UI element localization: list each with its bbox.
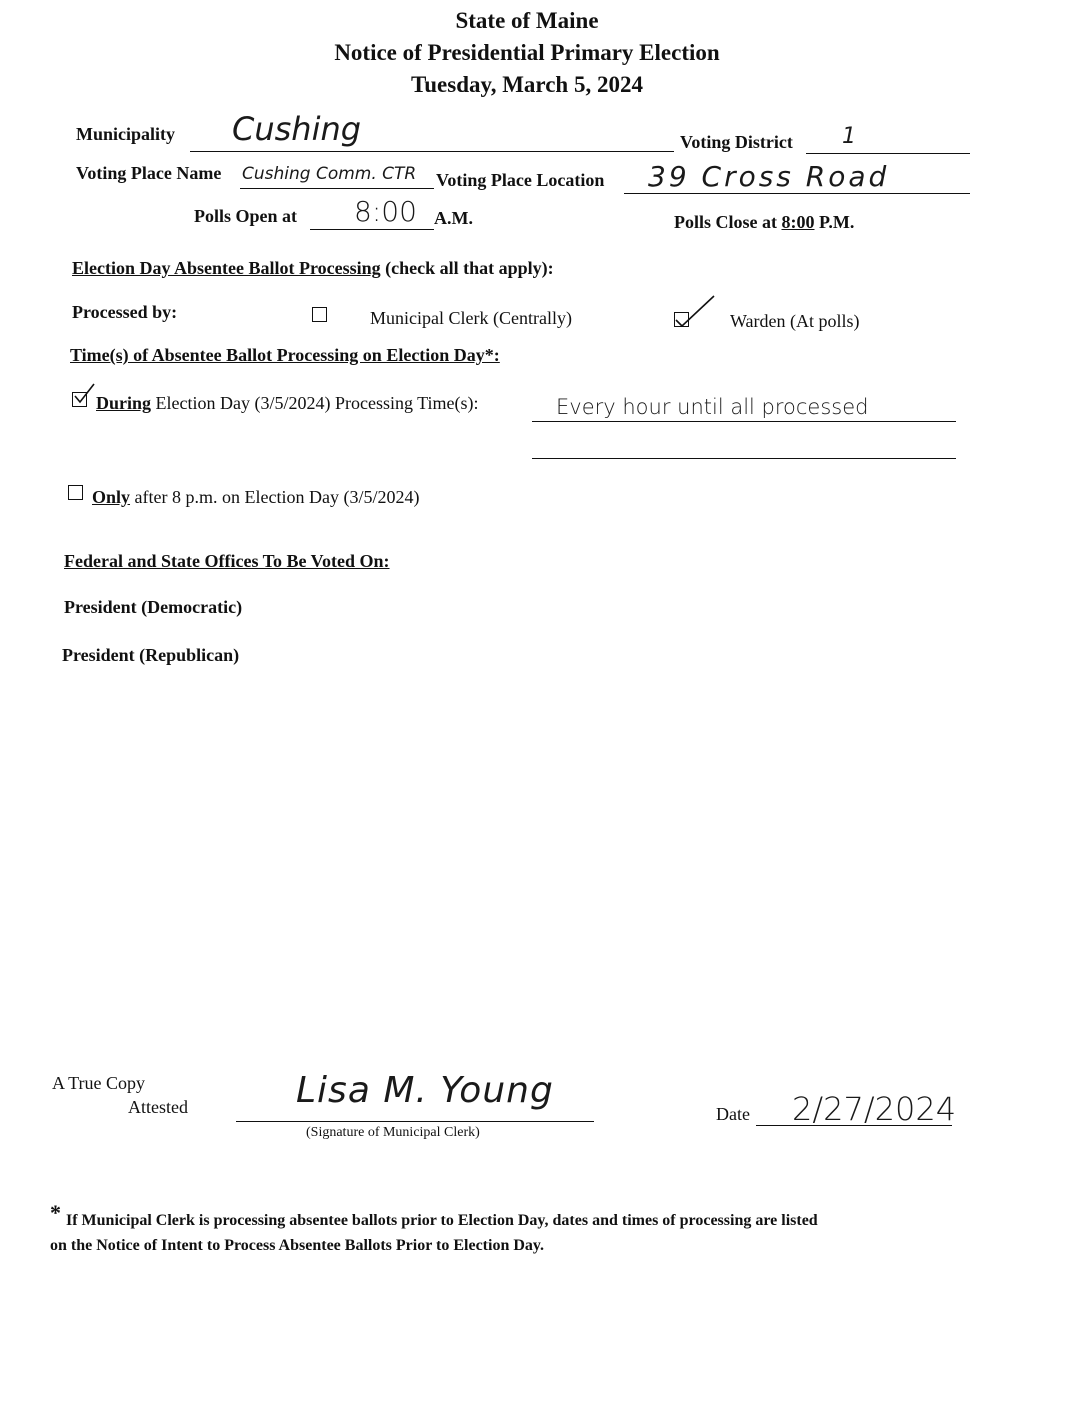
polls-close-label: Polls Close at (674, 212, 777, 232)
attested-text: Attested (128, 1097, 188, 1117)
times-heading: Time(s) of Absentee Ballot Processing on Election Day*: (70, 345, 500, 365)
title-notice: Notice of Presidential Primary Election (334, 40, 720, 65)
processing-times-underline-1 (532, 421, 956, 422)
voting-district-value[interactable]: 1 (842, 124, 856, 149)
office-item-democratic: President (Democratic) (64, 597, 243, 617)
absentee-heading-suffix: (check all that apply): (385, 258, 554, 278)
voting-district-underline (806, 153, 970, 154)
during-label: During (96, 393, 152, 413)
polls-close-group (674, 212, 854, 233)
signature-caption: (Signature of Municipal Clerk) (306, 1125, 480, 1140)
only-label: Only (92, 487, 131, 507)
date-value[interactable]: 2/27/2024 (792, 1090, 957, 1128)
voting-place-name-label: Voting Place Name (76, 163, 222, 183)
processing-times-underline-2 (532, 458, 956, 459)
only-checkbox[interactable] (68, 485, 83, 500)
date-label: Date (716, 1104, 750, 1124)
clerk-signature: Lisa M. Young (296, 1070, 554, 1111)
voting-place-name-underline (240, 188, 434, 189)
during-check-icon (70, 380, 98, 408)
title-date: Tuesday, March 5, 2024 (411, 72, 643, 97)
absentee-heading-group (72, 258, 554, 279)
offices-heading: Federal and State Offices To Be Voted On: (64, 551, 390, 571)
date-underline (756, 1125, 952, 1126)
voting-place-location-value[interactable]: 39 Cross Road (648, 160, 890, 193)
signature-underline (236, 1121, 594, 1122)
footnote-line-2: on the Notice of Intent to Process Absentee Ballots Prior to Election Day. (50, 1237, 545, 1254)
municipal-clerk-option: Municipal Clerk (Centrally) (370, 308, 572, 328)
footnote-star: * (50, 1200, 61, 1225)
municipality-label: Municipality (76, 124, 176, 144)
polls-open-label: Polls Open at (194, 206, 298, 226)
municipality-value[interactable]: Cushing (232, 110, 362, 148)
only-group (92, 487, 419, 508)
polls-close-value: 8:00 (781, 212, 815, 232)
voting-district-label: Voting District (680, 132, 793, 152)
during-group (96, 393, 479, 414)
municipality-underline (190, 151, 674, 152)
warden-option: Warden (At polls) (730, 311, 860, 331)
processing-times-value[interactable]: Every hour until all processed (556, 395, 869, 419)
absentee-heading: Election Day Absentee Ballot Processing (72, 258, 381, 278)
voting-place-location-label: Voting Place Location (436, 170, 605, 190)
voting-place-name-value[interactable]: Cushing Comm. CTR (242, 164, 417, 184)
during-text: Election Day (3/5/2024) Processing Time(s): (155, 393, 479, 413)
polls-open-value[interactable]: 8:00 (354, 195, 417, 228)
municipal-clerk-checkbox[interactable] (312, 307, 327, 322)
processed-by-label: Processed by: (72, 302, 178, 322)
polls-open-suffix: A.M. (434, 208, 473, 228)
true-copy-text: A True Copy (52, 1073, 146, 1093)
polls-open-underline (310, 229, 434, 230)
footnote-line-1: If Municipal Clerk is processing absentee ballots prior to Election Day, dates and times of processing are listed (66, 1212, 818, 1229)
office-item-republican: President (Republican) (62, 645, 240, 665)
polls-close-suffix: P.M. (819, 212, 855, 232)
warden-check-icon (672, 292, 718, 332)
voting-place-location-underline (624, 193, 970, 194)
title-state: State of Maine (455, 8, 599, 33)
only-text: after 8 p.m. on Election Day (3/5/2024) (134, 487, 420, 507)
